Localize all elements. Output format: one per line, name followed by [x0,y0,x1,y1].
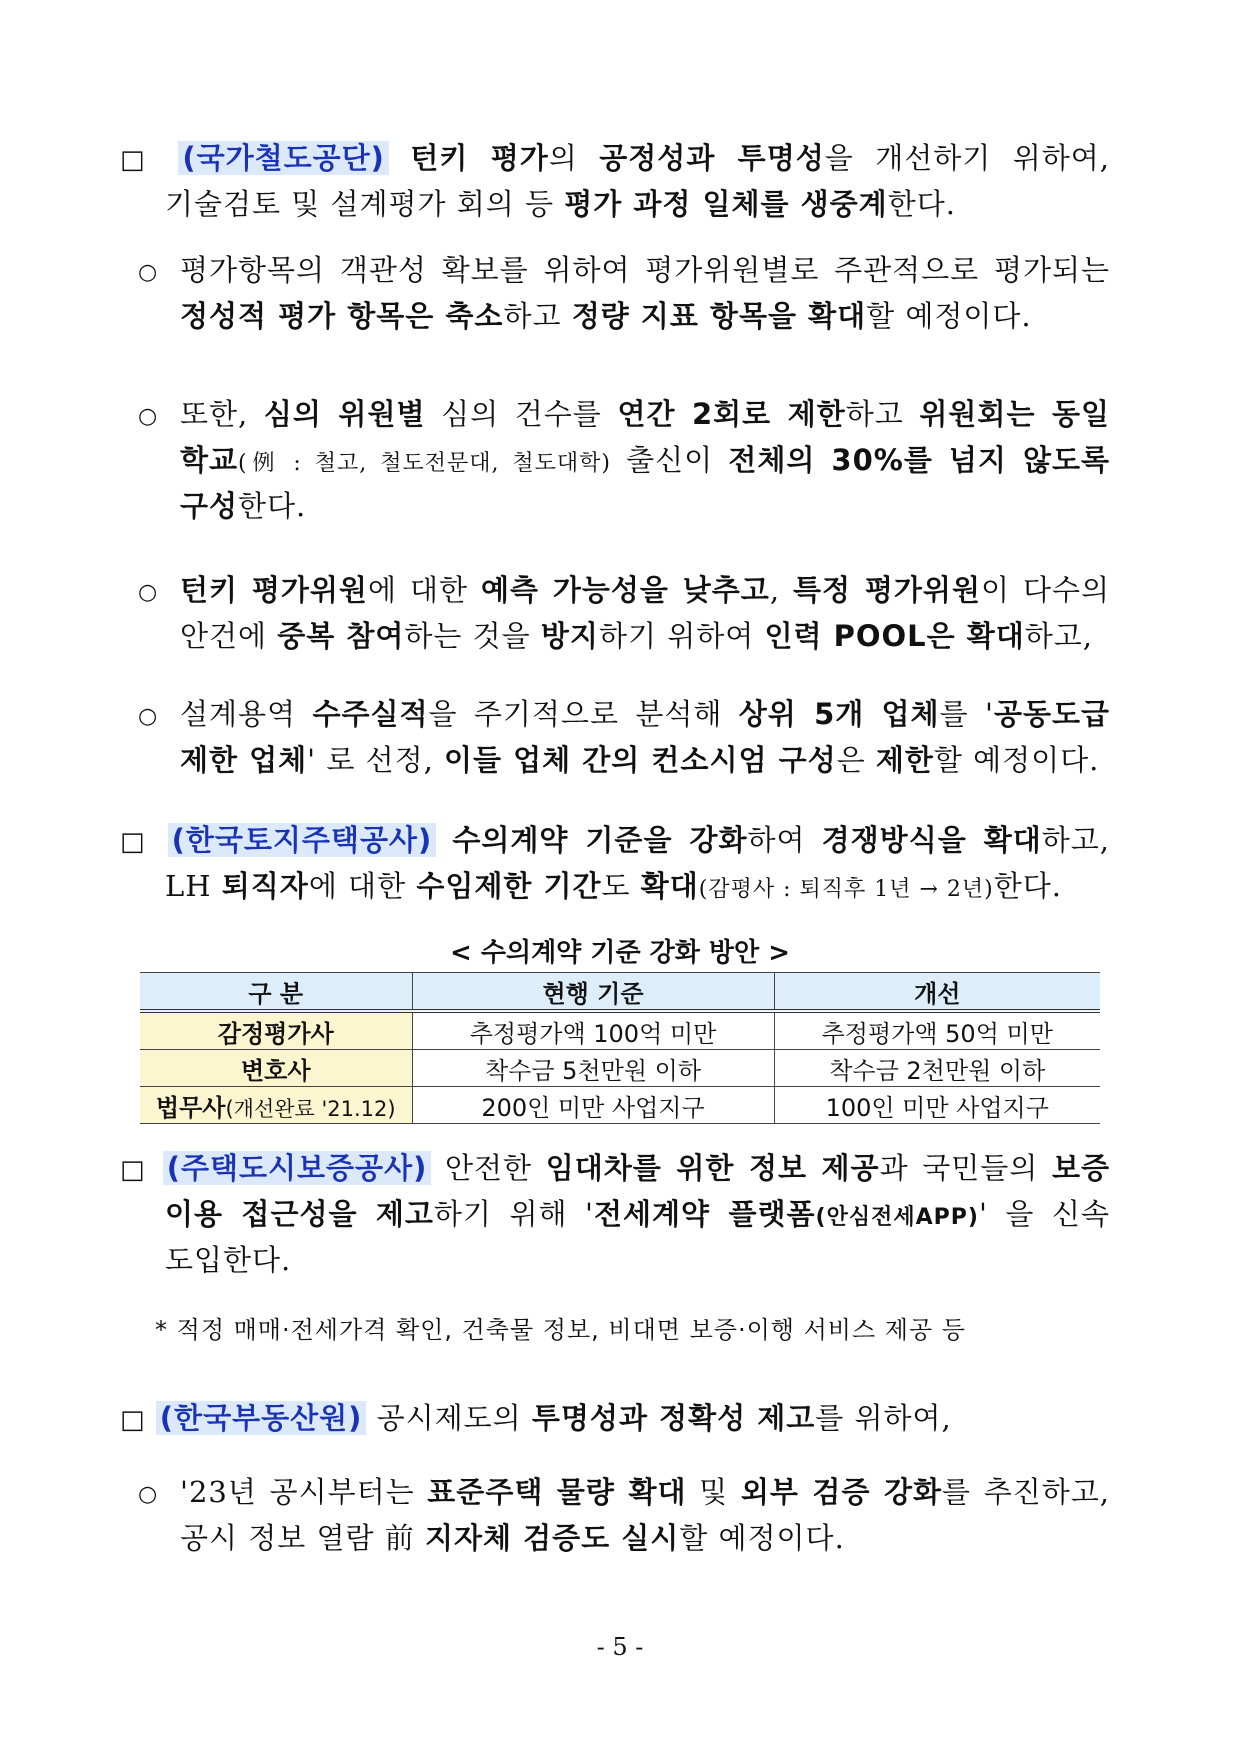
row-header-cell: 변호사 [140,1050,412,1087]
table-cell: 200인 미만 사업지구 [412,1087,774,1124]
section-text-line: 기술검토 및 설계평가 회의 등 평가 과정 일체를 생중계한다. [165,187,956,221]
bullet-text-line: 제한 업체' 로 선정, 이들 업체 간의 컨소시엄 구성은 제한할 예정이다. [180,743,1100,777]
table-caption: < 수의계약 기준 강화 방안 > [450,938,790,968]
bullet-text-line: 공시 정보 열람 前 지자체 검증도 실시할 예정이다. [180,1521,845,1555]
square-bullet-icon: □ [120,1405,146,1435]
table-row [140,1050,1100,1087]
table-cell: 착수금 5천만원 이하 [412,1050,774,1087]
bullet-text-line: 턴키 평가위원에 대한 예측 가능성을 낮추고, 특정 평가위원이 다수의 [180,573,1111,607]
table-header-cell: 개선 [774,973,1100,1012]
circle-bullet-icon: ○ [138,704,159,729]
org-label: (한국부동산원) [156,1401,367,1435]
footnote: * 적정 매매·전세가격 확인, 건축물 정보, 비대면 보증·이행 서비스 제공 등 [155,1316,966,1344]
bullet-text-line: 정성적 평가 항목은 축소하고 정량 지표 항목을 확대할 예정이다. [180,299,1032,333]
bullet-text-line: '23년 공시부터는 표준주택 물량 확대 및 외부 검증 강화를 추진하고, [180,1475,1111,1509]
bullet-text-line: 평가항목의 객관성 확보를 위하여 평가위원별로 주관적으로 평가되는 [180,253,1110,287]
org-label: (국가철도공단) [178,141,389,175]
bullet-text-line: 안건에 중복 참여하는 것을 방지하기 위하여 인력 POOL은 확대하고, [180,619,1094,653]
section-text-line: 도입한다. [165,1243,292,1277]
section-heading-line: □ (한국부동산원) 공시제도의 투명성과 정확성 제고를 위하여, [120,1401,952,1435]
circle-bullet-icon: ○ [138,580,159,605]
comparison-table [140,972,1100,1124]
section-heading-line: □ (국가철도공단) 턴키 평가의 공정성과 투명성을 개선하기 위하여, [120,141,1111,175]
circle-bullet-icon: ○ [138,404,159,429]
table-row [140,1087,1100,1124]
table-header-cell: 현행 기준 [412,973,774,1012]
org-label: (주택도시보증공사) [163,1151,432,1185]
table-cell: 100인 미만 사업지구 [774,1087,1100,1124]
section-heading-line: □ (주택도시보증공사) 안전한 임대차를 위한 정보 제공과 국민들의 보증 [120,1151,1111,1185]
square-bullet-icon: □ [120,145,157,175]
bullet-text-line: 구성한다. [180,489,307,523]
section-text-line: 이용 접근성을 제고하기 위해 '전세계약 플랫폼(안심전세APP)' 을 신속 [165,1197,1111,1231]
table-header-cell: 구 분 [140,973,412,1012]
row-header-cell: 법무사(개선완료 '21.12) [140,1087,412,1124]
square-bullet-icon: □ [120,1155,150,1185]
table-row [140,1011,1100,1050]
table-cell: 착수금 2천만원 이하 [774,1050,1100,1087]
square-bullet-icon: □ [120,827,152,857]
row-header-cell: 감정평가사 [140,1011,412,1050]
bullet-text-line: 학교(例 : 철고, 철도전문대, 철도대학) 출신이 전체의 30%를 넘지 않도록 [180,443,1110,477]
table-header-row [140,973,1100,1012]
circle-bullet-icon: ○ [138,260,159,285]
org-label: (한국토지주택공사) [168,823,437,857]
circle-bullet-icon: ○ [138,1482,159,1507]
section-text-line: LH 퇴직자에 대한 수임제한 기간도 확대(감평사 : 퇴직후 1년 → 2년)한다. [165,869,1063,903]
bullet-text-line: 설계용역 수주실적을 주기적으로 분석해 상위 5개 업체를 '공동도급 [180,697,1110,731]
table-cell: 추정평가액 100억 미만 [412,1011,774,1050]
bullet-text-line: 또한, 심의 위원별 심의 건수를 연간 2회로 제한하고 위원회는 동일 [180,397,1110,431]
page-number: - 5 - [596,1633,644,1661]
section-heading-line: □ (한국토지주택공사) 수의계약 기준을 강화하여 경쟁방식을 확대하고, [120,823,1111,857]
table-cell: 추정평가액 50억 미만 [774,1011,1100,1050]
